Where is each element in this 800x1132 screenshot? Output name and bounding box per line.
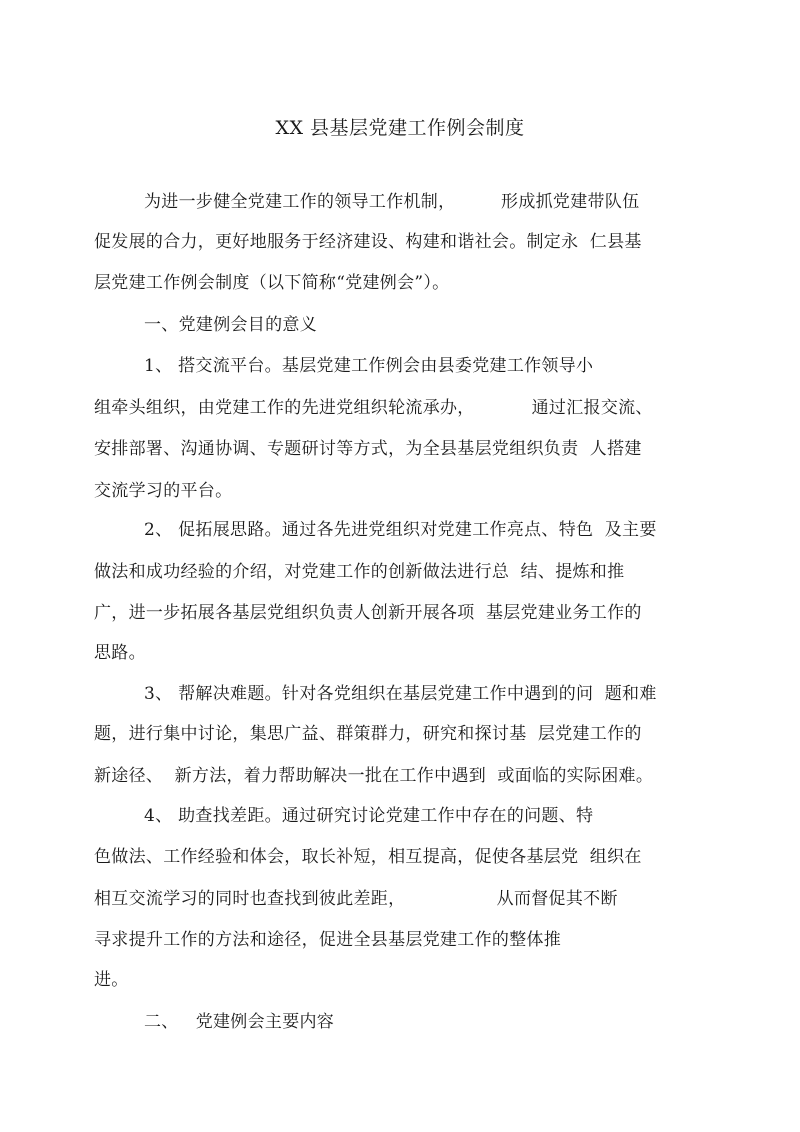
paragraph-line: 做法和成功经验的介绍，对党建工作的创新做法进行总 结、提炼和推 — [94, 562, 625, 582]
section-heading: 二、 党建例会主要内容 — [144, 1012, 335, 1032]
paragraph-line: 2、 促拓展思路。通过各先进党组织对党建工作亮点、特色 及主要 — [144, 520, 657, 540]
paragraph-line: 促发展的合力，更好地服务于经济建设、构建和谐社会。制定永 仁县基 — [94, 232, 642, 252]
paragraph-line: 寻求提升工作的方法和途径，促进全县基层党建工作的整体推 — [94, 930, 562, 950]
paragraph-line: 4、 助查找差距。通过研究讨论党建工作中存在的问题、特 — [144, 806, 594, 826]
paragraph-line: 3、 帮解决难题。针对各党组织在基层党建工作中遇到的问 题和难 — [144, 684, 657, 704]
paragraph-line: 广，进一步拓展各基层党组织负责人创新开展各项 基层党建业务工作的 — [94, 603, 642, 623]
section-heading: 一、党建例会目的意义 — [144, 315, 317, 335]
paragraph-line: 新途径、 新方法，着力帮助解决一批在工作中遇到 或面临的实际困难。 — [94, 766, 654, 786]
document-title: XX 县基层党建工作例会制度 — [275, 117, 525, 139]
paragraph-line: 思路。 — [94, 643, 146, 663]
paragraph-line: 交流学习的平台。 — [94, 481, 233, 501]
paragraph-line: 色做法、工作经验和体会，取长补短，相互提高，促使各基层党 组织在 — [94, 847, 642, 867]
paragraph-line: 相互交流学习的同时也查找到彼此差距， 从而督促其不断 — [94, 889, 618, 909]
paragraph-line: 安排部署、沟通协调、专题研讨等方式，为全县基层党组织负责 人搭建 — [94, 439, 642, 459]
paragraph-line: 进。 — [94, 970, 129, 990]
paragraph-line: 题，进行集中讨论，集思广益、群策群力，研究和探讨基 层党建工作的 — [94, 724, 642, 744]
paragraph-line: 层党建工作例会制度（以下简称“党建例会”）。 — [94, 273, 450, 293]
paragraph-line: 1、 搭交流平台。基层党建工作例会由县委党建工作领导小 — [144, 356, 594, 376]
paragraph-line: 为进一步健全党建工作的领导工作机制， 形成抓党建带队伍 — [144, 192, 640, 212]
paragraph-line: 组牵头组织，由党建工作的先进党组织轮流承办， 通过汇报交流、 — [94, 398, 653, 418]
